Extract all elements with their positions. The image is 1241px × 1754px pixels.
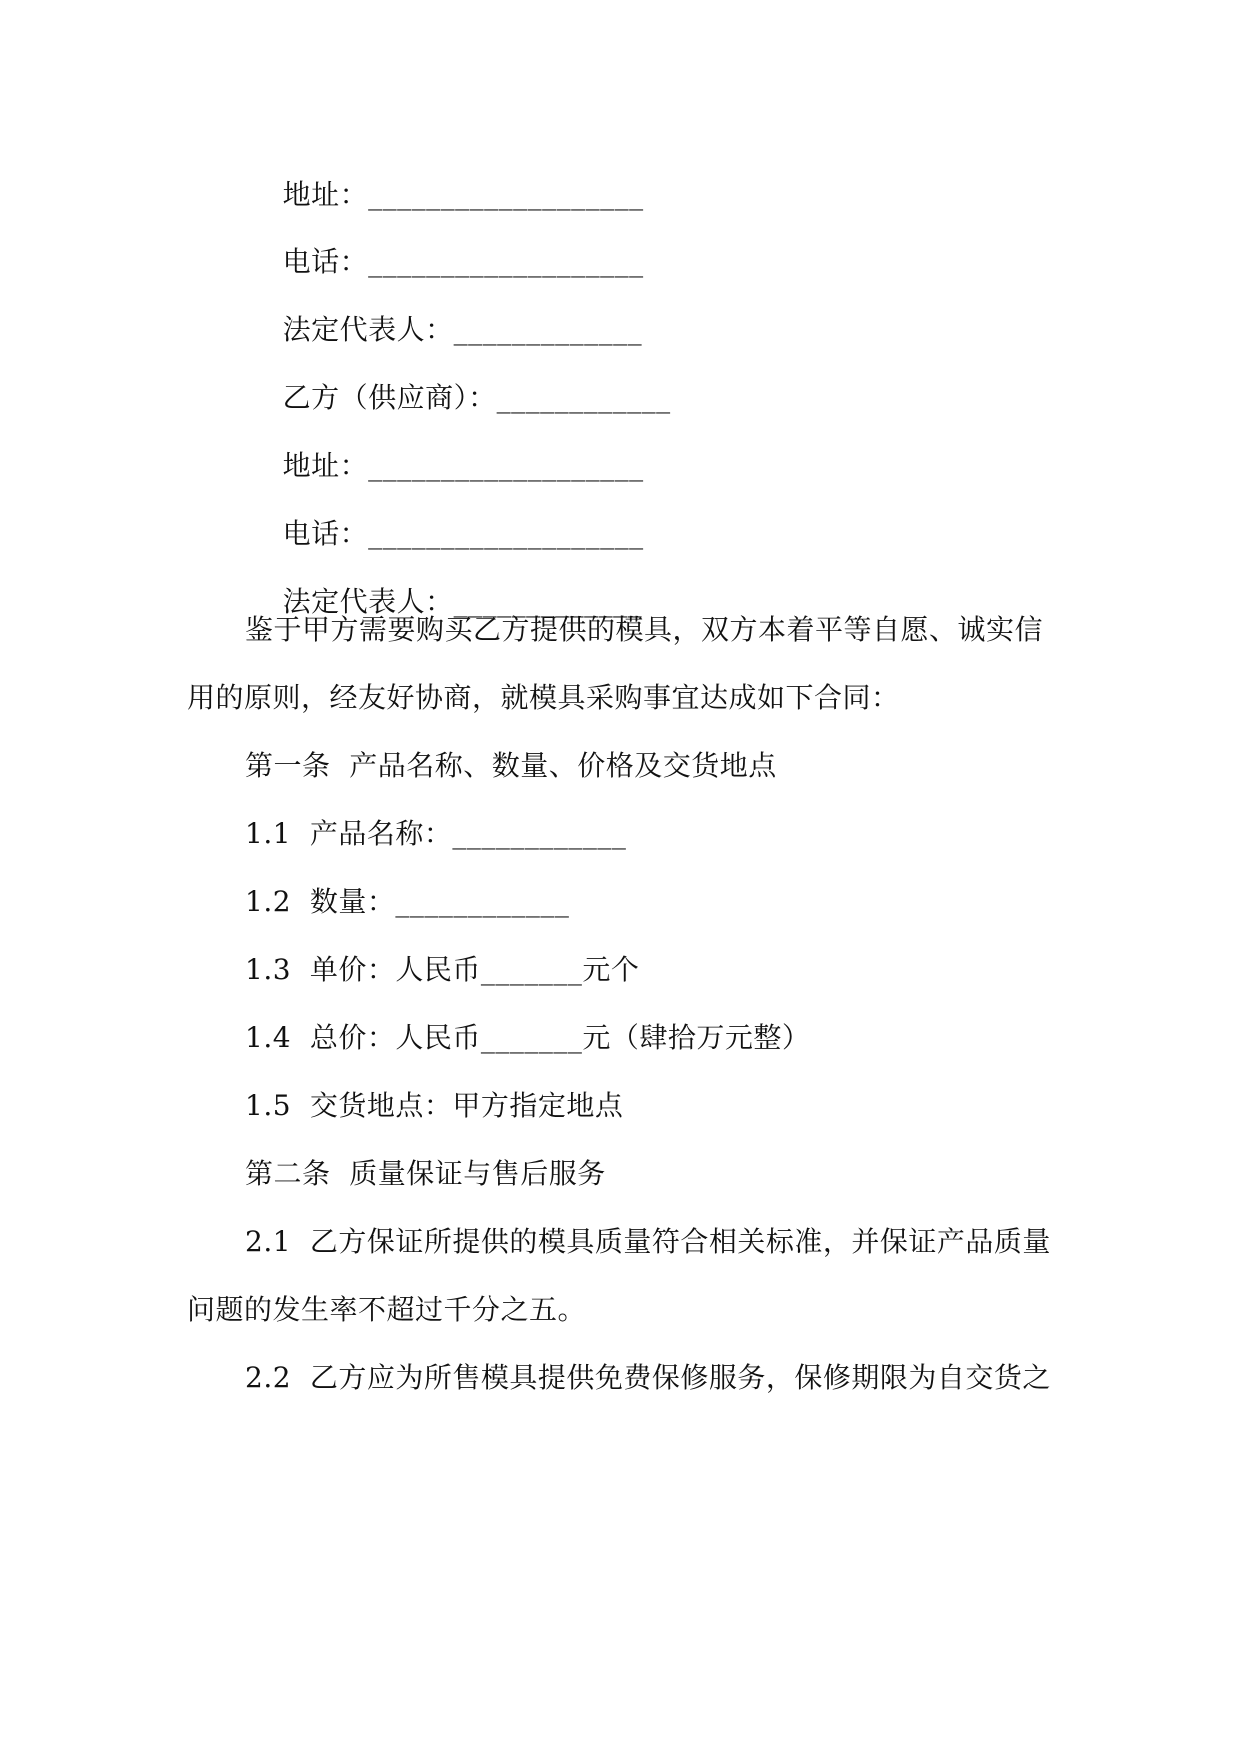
- party-a-rep-label: 法定代表人：: [282, 313, 454, 346]
- item-1-4: 1.4 总价：人民币_______元（肆拾万元整）: [245, 1021, 811, 1054]
- party-b-rep-blank: _____________: [453, 585, 643, 618]
- item-2-2-line-1: 2.2 乙方应为所售模具提供免费保修服务，保修期限为自交货之: [245, 1361, 1051, 1394]
- item-1-1: 1.1 产品名称：____________: [245, 817, 627, 850]
- party-a-address-label: 地址：: [282, 178, 369, 211]
- article-2-title: 第二条 质量保证与售后服务: [245, 1157, 606, 1190]
- item-1-2: 1.2 数量：____________: [245, 885, 570, 918]
- party-a-phone-blank: ___________________: [368, 245, 644, 278]
- party-b-address-label: 地址：: [282, 449, 369, 482]
- preamble-line-2: 用的原则，经友好协商，就模具采购事宜达成如下合同：: [187, 681, 900, 714]
- party-a-phone-label: 电话：: [282, 245, 369, 278]
- item-1-5: 1.5 交货地点：甲方指定地点: [245, 1089, 624, 1122]
- party-b-address-blank: ___________________: [368, 449, 644, 482]
- item-1-3: 1.3 单价：人民币_______元个: [245, 953, 640, 986]
- preamble-line-1: 鉴于甲方需要购买乙方提供的模具，双方本着平等自愿、诚实信: [245, 613, 1044, 646]
- party-a-rep-blank: _____________: [453, 313, 643, 346]
- article-1-title: 第一条 产品名称、数量、价格及交货地点: [245, 749, 777, 782]
- item-2-1-line-2: 问题的发生率不超过千分之五。: [187, 1293, 587, 1326]
- party-b-blank: ____________: [496, 381, 671, 414]
- party-b-label: 乙方（供应商）：: [282, 381, 497, 414]
- party-a-address-blank: ___________________: [368, 178, 644, 211]
- party-b-rep-label: 法定代表人：: [282, 585, 454, 618]
- party-b-phone-label: 电话：: [282, 517, 369, 550]
- item-2-1-line-1: 2.1 乙方保证所提供的模具质量符合相关标准，并保证产品质量: [245, 1225, 1051, 1258]
- party-b-phone-blank: ___________________: [368, 517, 644, 550]
